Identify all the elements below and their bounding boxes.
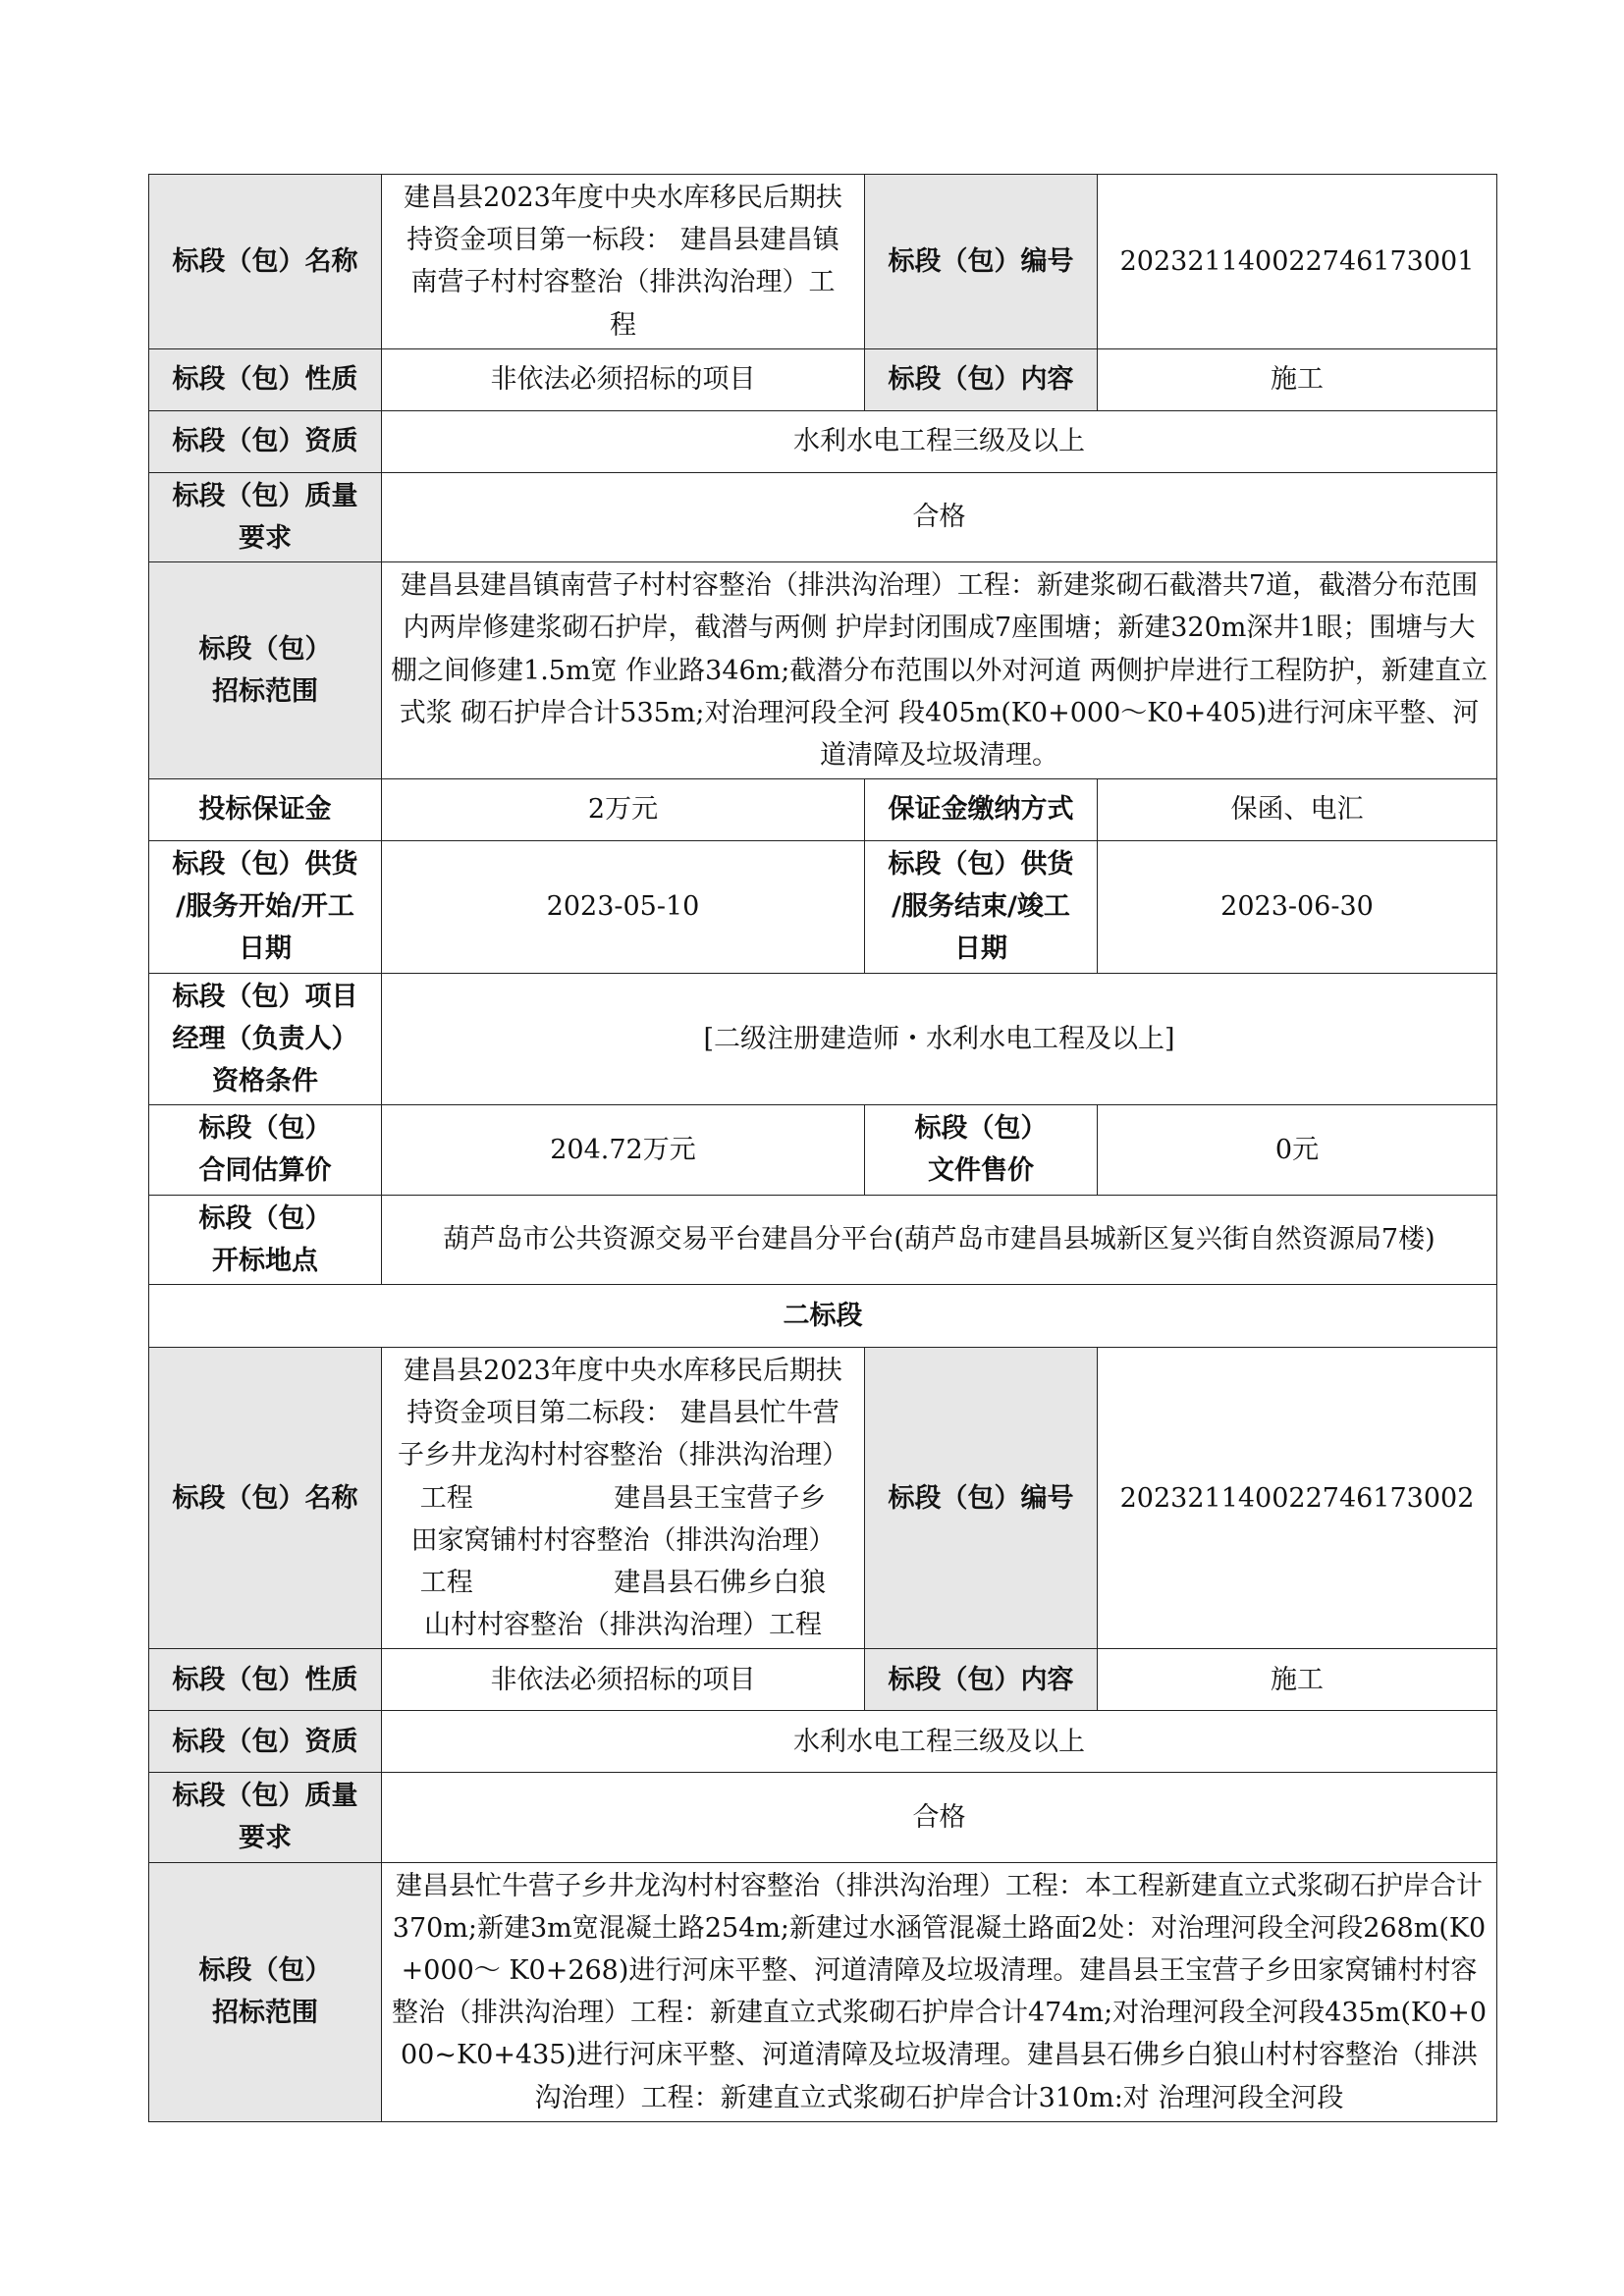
section-2-title: 二标段 [149, 1284, 1497, 1347]
row-price-1 [149, 1105, 1497, 1195]
price-label-line: 标段（包） [198, 1113, 332, 1145]
qualification-label: 标段（包）资质 [149, 1711, 382, 1773]
start-date-label [149, 841, 382, 974]
document-price-value: 0元 [1098, 1105, 1497, 1195]
row-qualification-2 [149, 1711, 1497, 1773]
name-line: 南营子村村容整治（排洪沟治理）工 [410, 267, 836, 298]
scope-label [149, 562, 382, 779]
qualification-value: 水利水电工程三级及以上 [382, 1711, 1497, 1773]
row-nature-1 [149, 348, 1497, 410]
name-line: 工程 建昌县王宝营子乡 [419, 1482, 827, 1514]
start-date-value: 2023-05-10 [382, 841, 865, 974]
row-scope-2 [149, 1862, 1497, 2121]
quality-value: 合格 [382, 472, 1497, 561]
row-manager-1 [149, 973, 1497, 1105]
name-label: 标段（包）名称 [149, 175, 382, 349]
scope-text: 建昌县忙牛营子乡井龙沟村村容整治（排洪沟治理）工程：本工程新建直立式浆砌石护岸合计370m;新建3m宽混凝土路254m;新建过水涵管混凝土路面2处：对治理河段全河段268m(K0+000～ K0+268)进行河床平整、河道清障及垃圾清理。建昌县王宝营子乡田家窝铺村村容整治（排洪沟治理）工程：新建直立式浆砌石护岸合计474m;对治理河段全河段435m(K0+000~K0+435)进行河床平整、河道清障及垃圾清理。建昌县石佛乡白狼山村村容整治（排洪沟治理）工程：新建直立式浆砌石护岸合计310m:对 治理河段全河段 [382, 1862, 1497, 2121]
quality-label-line: 要求 [239, 522, 292, 554]
quality-value: 合格 [382, 1773, 1497, 1862]
row-nature-2 [149, 1649, 1497, 1711]
quality-label [149, 472, 382, 561]
content-label: 标段（包）内容 [865, 348, 1098, 410]
code-label: 标段（包）编号 [865, 175, 1098, 349]
document-price-label [865, 1105, 1098, 1195]
row-name-1 [149, 175, 1497, 349]
bond-label: 投标保证金 [149, 779, 382, 841]
content-label: 标段（包）内容 [865, 1649, 1098, 1711]
scope-label-line: 标段（包） [198, 1955, 332, 1986]
code-value: 202321140022746173001 [1098, 175, 1497, 349]
start-label-line: 标段（包）供货 [172, 849, 358, 881]
scope-label-line: 招标范围 [212, 1998, 318, 2029]
manager-qualification-value: [二级注册建造师・水利水电工程及以上] [382, 973, 1497, 1105]
content-value: 施工 [1098, 348, 1497, 410]
manager-label-line: 经理（负责人） [172, 1023, 358, 1054]
start-label-line: 日期 [239, 934, 292, 965]
tender-info-table [148, 174, 1497, 2122]
row-name-2 [149, 1347, 1497, 1648]
doc-label-line: 文件售价 [928, 1155, 1034, 1187]
start-label-line: /服务开始/开工 [176, 891, 354, 923]
name-line: 工程 建昌县石佛乡白狼 [419, 1567, 827, 1598]
contract-price-label [149, 1105, 382, 1195]
name-line: 持资金项目第二标段： 建昌县忙牛营 [406, 1398, 839, 1429]
manager-label-line: 标段（包）项目 [172, 981, 358, 1012]
name-value [382, 1347, 865, 1648]
row-quality-1 [149, 472, 1497, 561]
nature-label: 标段（包）性质 [149, 348, 382, 410]
quality-label-line: 标段（包）质量 [172, 480, 358, 511]
scope-label-line: 招标范围 [212, 676, 318, 708]
name-line: 持资金项目第一标段： 建昌县建昌镇 [406, 225, 839, 256]
nature-value: 非依法必须招标的项目 [382, 348, 865, 410]
quality-label-line: 要求 [239, 1823, 292, 1854]
row-scope-1 [149, 562, 1497, 779]
qualification-label: 标段（包）资质 [149, 410, 382, 472]
manager-label-line: 资格条件 [212, 1066, 318, 1096]
row-quality-2 [149, 1773, 1497, 1862]
end-date-value: 2023-06-30 [1098, 841, 1497, 974]
row-qualification-1 [149, 410, 1497, 472]
row-place-1 [149, 1195, 1497, 1284]
end-label-line: 日期 [954, 934, 1007, 965]
name-line: 山村村容整治（排洪沟治理）工程 [424, 1610, 822, 1641]
quality-label [149, 1773, 382, 1862]
opening-place-value: 葫芦岛市公共资源交易平台建昌分平台(葫芦岛市建昌县城新区复兴街自然资源局7楼) [382, 1195, 1497, 1284]
bond-value: 2万元 [382, 779, 865, 841]
manager-qualification-label [149, 973, 382, 1105]
place-label-line: 开标地点 [212, 1245, 318, 1276]
payment-method-label: 保证金缴纳方式 [865, 779, 1098, 841]
name-line: 田家窝铺村村容整治（排洪沟治理） [410, 1524, 836, 1556]
name-value [382, 175, 865, 349]
qualification-value: 水利水电工程三级及以上 [382, 410, 1497, 472]
doc-label-line: 标段（包） [914, 1113, 1048, 1145]
quality-label-line: 标段（包）质量 [172, 1781, 358, 1812]
name-line: 子乡井龙沟村村容整治（排洪沟治理） [398, 1440, 848, 1471]
contract-price-value: 204.72万元 [382, 1105, 865, 1195]
scope-label-line: 标段（包） [198, 633, 332, 665]
payment-method-value: 保函、电汇 [1098, 779, 1497, 841]
scope-label [149, 1862, 382, 2121]
scope-text: 建昌县建昌镇南营子村村容整治（排洪沟治理）工程：新建浆砌石截潜共7道，截潜分布范围内两岸修建浆砌石护岸，截潜与两侧 护岸封闭围成7座围塘；新建320m深井1眼；围塘与大棚之间修建1.5m宽 作业路346m;截潜分布范围以外对河道 两侧护岸进行工程防护，新建直立式浆 砌石护岸合计535m;对治理河段全河 段405m(K0+000～K0+405)进行河床平整、河道清障及垃圾清理。 [382, 562, 1497, 779]
name-line: 建昌县2023年度中央水库移民后期扶 [404, 1355, 842, 1386]
nature-label: 标段（包）性质 [149, 1649, 382, 1711]
price-label-line: 合同估算价 [198, 1155, 332, 1187]
name-line: 程 [610, 309, 636, 341]
code-value: 202321140022746173002 [1098, 1347, 1497, 1648]
end-date-label [865, 841, 1098, 974]
row-dates-1 [149, 841, 1497, 974]
name-label: 标段（包）名称 [149, 1347, 382, 1648]
nature-value: 非依法必须招标的项目 [382, 1649, 865, 1711]
end-label-line: 标段（包）供货 [888, 849, 1074, 881]
content-value: 施工 [1098, 1649, 1497, 1711]
name-line: 建昌县2023年度中央水库移民后期扶 [404, 183, 842, 213]
row-bond-1 [149, 779, 1497, 841]
opening-place-label [149, 1195, 382, 1284]
row-section-2-title [149, 1284, 1497, 1347]
code-label: 标段（包）编号 [865, 1347, 1098, 1648]
end-label-line: /服务结束/竣工 [892, 891, 1070, 923]
place-label-line: 标段（包） [198, 1202, 332, 1234]
